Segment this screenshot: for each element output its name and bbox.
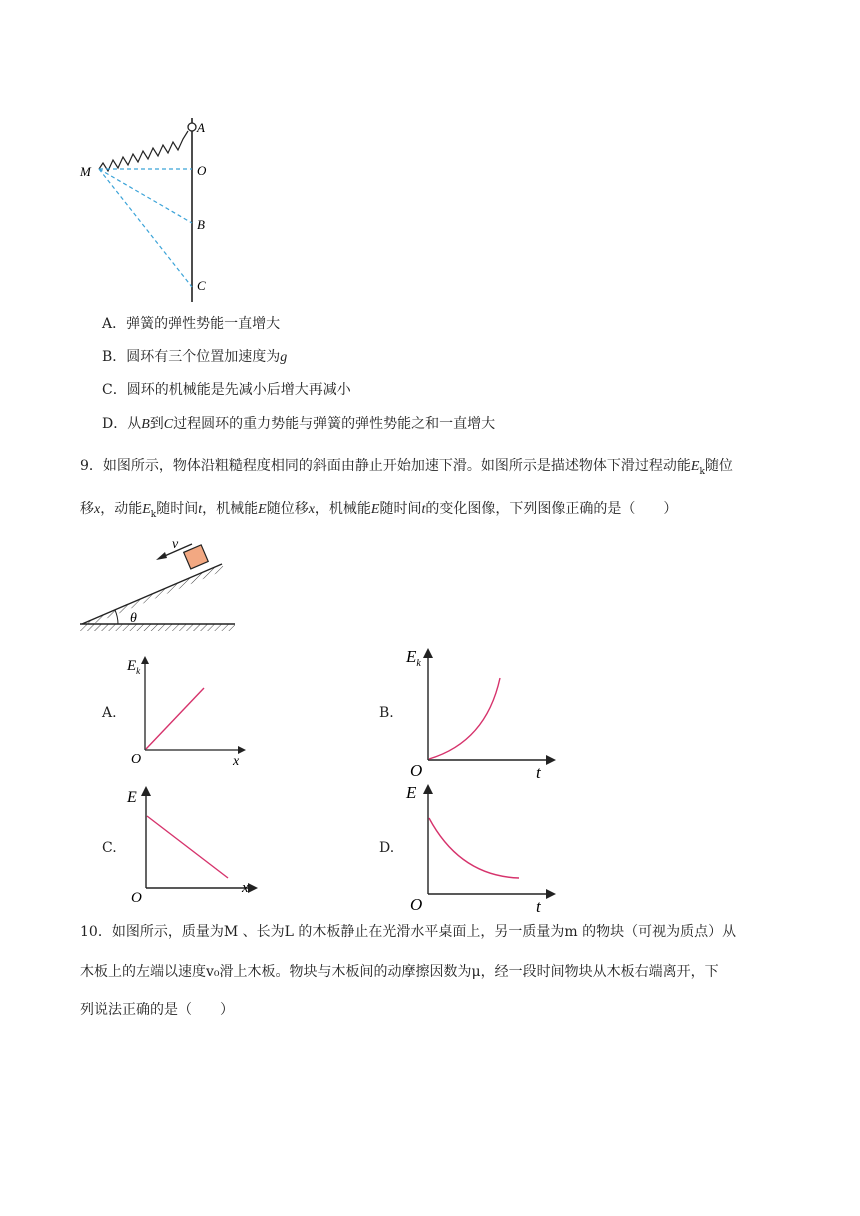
symbol: t [198, 502, 203, 517]
q9-line1 [80, 456, 733, 482]
q10-line1: 10．如图所示，质量为M 、长为L 的木板静止在光滑水平桌面上，另一质量为m 的物块（可视为质点）从 [80, 924, 737, 940]
symbol: E [142, 502, 151, 517]
q8-option-a [102, 314, 280, 334]
text: ，机械能 [202, 501, 259, 517]
q10-line3: 列说法正确的是（ ） [80, 1002, 234, 1018]
graph-d [398, 776, 563, 916]
y-axis-label: E [127, 658, 137, 674]
x-axis-label: t [536, 763, 541, 782]
q9-option-a-letter: A. [102, 705, 117, 721]
option-text: 到 [149, 416, 164, 432]
option-text: 圆环有三个位置加速度为 [126, 349, 281, 365]
origin-label: O [131, 752, 142, 767]
q9-line1-text: 9．如图所示，物体沿粗糙程度相同的斜面由静止开始加速下滑。如图所示是描述物体下滑过程动能 [80, 458, 691, 474]
block [184, 545, 209, 569]
option-text: 弹簧的弹性势能一直增大 [126, 316, 281, 332]
option-letter: B． [102, 349, 127, 365]
q9-option-c-letter: C. [102, 840, 117, 856]
x-axis-label: x [242, 880, 249, 896]
symbol: t [421, 502, 426, 517]
symbol: x [94, 502, 101, 517]
curve-a [146, 688, 204, 749]
symbol-e: E [690, 459, 700, 474]
q9-option-d-letter: D. [379, 840, 395, 856]
q10-line2: 木板上的左端以速度v₀滑上木板。物块与木板间的动摩擦因数为μ，经一段时间物块从木板右端离开，下 [80, 964, 719, 980]
symbol-g: g [280, 350, 288, 365]
incline-figure [78, 534, 243, 639]
origin-label: O [131, 890, 142, 906]
v-label: v [172, 537, 179, 552]
origin-label: O [410, 895, 423, 914]
symbol: E [258, 502, 267, 517]
label-B: B [197, 217, 205, 232]
graph-b [398, 642, 563, 782]
subscript-k: k [699, 466, 705, 477]
option-letter: D． [102, 416, 128, 432]
x-axis-label: x [233, 754, 240, 769]
q8-option-d [102, 414, 495, 435]
curve-c [147, 816, 228, 878]
option-text: 从 [127, 416, 142, 432]
svg-text:Ek [405, 647, 421, 669]
graph-a [120, 650, 260, 775]
option-text: 圆环的机械能是先减小后增大再减小 [126, 382, 351, 398]
text: 随时间 [379, 501, 422, 517]
text: 随位移 [266, 501, 309, 517]
y-axis-label: E [406, 783, 417, 802]
y-axis-sub: k [136, 666, 141, 676]
text: ，动能 [100, 501, 143, 517]
text: 移 [80, 501, 94, 517]
q9-option-b-letter: B. [379, 705, 394, 721]
curve-d [429, 818, 519, 878]
q8-figure [70, 110, 230, 310]
y-axis-label: E [406, 647, 417, 666]
spring [99, 131, 188, 171]
label-C: C [197, 278, 206, 293]
q8-option-c [102, 380, 351, 400]
option-text: 过程圆环的重力势能与弹簧的弹性势能之和一直增大 [173, 416, 496, 432]
label-M: M [80, 164, 91, 179]
text: 的变化图像，下列图像正确的是（ ） [425, 501, 678, 517]
text: 随时间 [156, 501, 199, 517]
x-axis-label: t [536, 897, 541, 916]
y-axis-sub: k [416, 658, 421, 669]
svg-text:Ek [126, 658, 141, 676]
q8-option-b [102, 347, 287, 368]
subscript: k [150, 509, 157, 520]
curve-b [429, 678, 500, 759]
option-letter: C． [102, 382, 127, 398]
origin-label: O [410, 761, 423, 780]
y-axis-label: E [127, 789, 137, 806]
symbol-c: C [163, 417, 174, 432]
theta-label: θ [130, 611, 137, 626]
option-letter: A． [102, 316, 127, 332]
symbol: x [308, 502, 315, 517]
label-A: A [197, 120, 205, 135]
label-O: O [197, 163, 207, 178]
graph-c [120, 780, 265, 910]
q9-line1-end: 随位 [704, 458, 733, 474]
text: ，机械能 [314, 501, 371, 517]
q9-line2 [80, 499, 677, 525]
symbol: E [370, 502, 380, 517]
symbol-b: B [141, 417, 150, 432]
